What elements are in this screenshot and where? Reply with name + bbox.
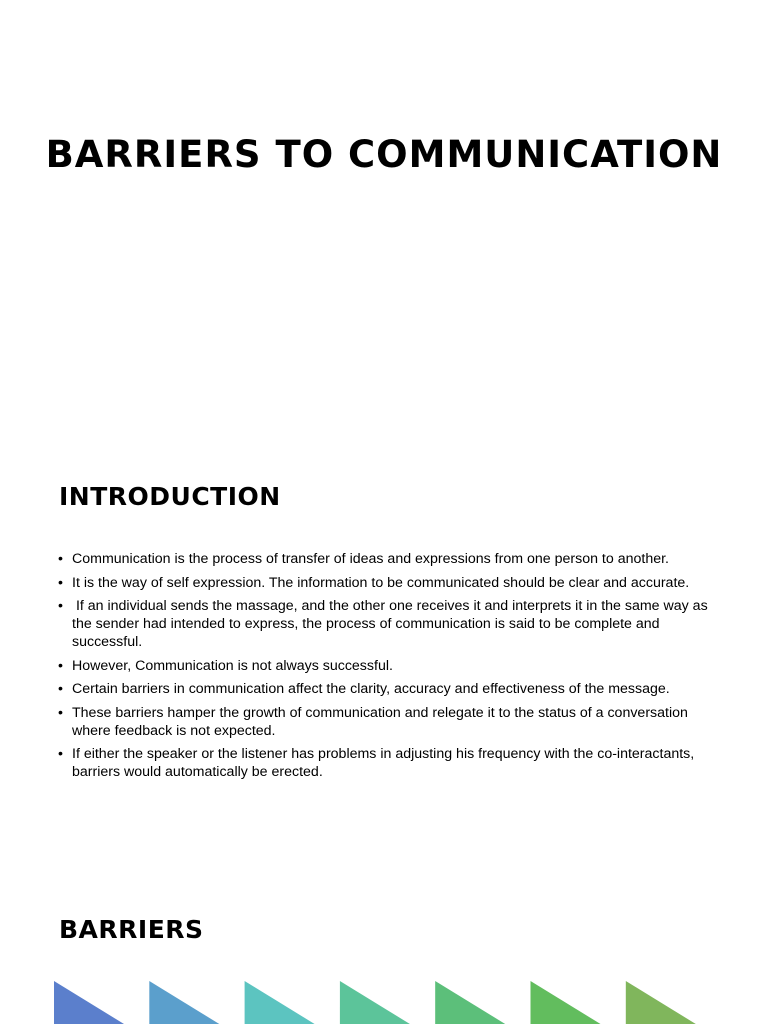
- bullet-item: [58, 704, 718, 740]
- bullet-dot-icon: •: [58, 704, 63, 721]
- barrier-triangle-shape: [340, 981, 410, 1024]
- barriers-heading: BARRIERS: [59, 915, 204, 944]
- slide-title: BARRIERS TO COMMUNICATION: [45, 133, 723, 176]
- bullet-text: However, Communication is not always successful.: [72, 657, 393, 674]
- bullet-text: If either the speaker or the listener has problems in adjusting his frequency with the co-interactants, barriers would automatically be erected.: [72, 746, 695, 780]
- introduction-heading: INTRODUCTION: [59, 482, 281, 511]
- bullet-item: [58, 657, 718, 675]
- bullet-dot-icon: •: [58, 598, 63, 614]
- triangle-graphics: [0, 981, 768, 1024]
- bullet-item: [58, 574, 718, 592]
- barrier-triangle-shape: [435, 981, 505, 1024]
- barrier-triangle-shape: [54, 981, 124, 1024]
- bullet-text: These barriers hamper the growth of communication and relegate it to the status of a conversation where feedback is not expected.: [72, 704, 688, 739]
- bullet-text: Communication is the process of transfer of ideas and expressions from one person to another.: [72, 551, 669, 567]
- bullet-dot-icon: •: [58, 746, 63, 762]
- barrier-triangle-shape: [626, 981, 696, 1024]
- bullet-dot-icon: •: [58, 574, 63, 591]
- bullet-text: If an individual sends the massage, and the other one receives it and interprets it in the same way as the sender had intended to express, the process of communication is said to be complete and successful.: [72, 598, 712, 650]
- bullet-text: Certain barriers in communication affect the clarity, accuracy and effectiveness of the message.: [72, 681, 670, 697]
- bullet-dot-icon: •: [58, 681, 63, 697]
- bullet-dot-icon: •: [58, 551, 63, 567]
- bullet-item: [58, 680, 718, 698]
- bullet-item: [58, 745, 718, 781]
- barriers-triangle-row: [0, 981, 768, 1024]
- bullet-item: [58, 550, 718, 568]
- introduction-bullet-list: [58, 550, 718, 787]
- barrier-triangle-shape: [531, 981, 601, 1024]
- bullet-text: It is the way of self expression. The information to be communicated should be clear and accurate.: [72, 574, 690, 591]
- barrier-triangle-shape: [245, 981, 315, 1024]
- bullet-item: [58, 597, 718, 651]
- barrier-triangle-shape: [149, 981, 219, 1024]
- bullet-dot-icon: •: [58, 657, 63, 674]
